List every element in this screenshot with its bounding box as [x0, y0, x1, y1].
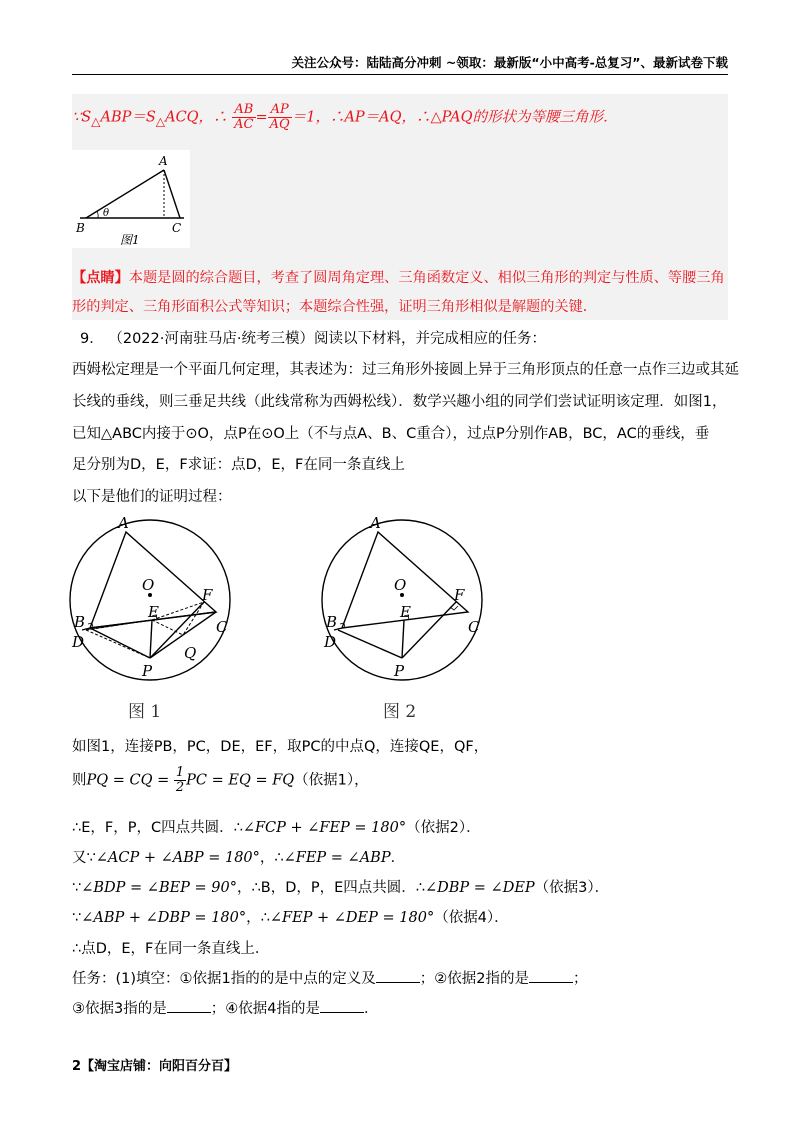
problem-paragraph-3: 已知△ABC内接于⊙O，点P在⊙O上（不与点A、B、C重合），过点P分别作AB，BC，AC的垂线，垂: [72, 426, 710, 442]
step6-a: ∵: [72, 910, 82, 926]
segment-pe-2: [402, 620, 404, 658]
segment-pe-1: [150, 620, 152, 658]
proof-step-6: [72, 906, 509, 927]
task-line-2: [72, 997, 378, 1018]
task2-c: ．: [363, 1001, 379, 1017]
header-account: 陆陆高分冲刺: [366, 55, 442, 70]
segment-pb-1: [90, 628, 150, 658]
header-suffix: ~领取：最新版“小中高考-总复习”、最新试卷下载: [441, 55, 728, 70]
fig1-label-c: C: [216, 618, 228, 636]
problem-paragraph-4: 足分别为D，E，F求证：点D，E，F在同一条直线上: [72, 457, 405, 473]
prev-sub-2: △: [155, 114, 166, 129]
page-footer: [72, 1055, 237, 1074]
fig1-label-a: A: [118, 514, 129, 532]
fig2-label-a: A: [370, 514, 381, 532]
blank-basis-3[interactable]: [167, 998, 211, 1013]
step2-frac-num: 1: [175, 765, 185, 780]
step4-b: ∠ACP + ∠ABP = 180°: [95, 850, 260, 866]
label-a: A: [159, 154, 168, 168]
step3-c: （依据2）．: [406, 820, 481, 836]
prev-sub-1: △: [91, 114, 101, 129]
segment-qe-1: [152, 620, 183, 635]
step3-b: ∠FCP + ∠FEP = 180°: [242, 820, 407, 836]
prev-text-a: ∵S: [72, 109, 92, 126]
step6-b: ∠ABP + ∠DBP = 180°: [81, 910, 247, 926]
fig1-label-f: F: [202, 586, 213, 604]
fig1-label-p: P: [142, 662, 153, 680]
step6-e: （依据4）．: [434, 910, 509, 926]
page-header: [72, 56, 728, 75]
page-number: 2: [72, 1059, 82, 1074]
step5-c: ，∴B，D，P，E四点共圆．∴: [237, 880, 425, 896]
task1-a: 任务：(1)填空：①依据1指的的是中点的定义及: [72, 971, 376, 987]
circle-figure-1: [68, 510, 248, 690]
comment-line-2: [72, 296, 597, 316]
problem-paragraph-2: 长线的垂线，则三垂足共线（此线常称为西姆松线）．数学兴趣小组的同学们尝试证明该定理．如图1，: [72, 394, 727, 410]
figure-2-caption: 图 2: [383, 702, 417, 722]
fig1-label-o: O: [142, 576, 155, 594]
figure-1-caption: 图 1: [128, 702, 162, 722]
proof-step-4: [72, 846, 405, 867]
task1-c: ；: [573, 971, 588, 987]
step4-c: ，∴: [259, 850, 284, 866]
frac1-den: AC: [234, 117, 254, 132]
proof-step-1: 如图1，连接PB，PC，DE，EF，取PC的中点Q，连接QE，QF，: [72, 739, 489, 755]
fig2-label-b: B: [326, 613, 338, 631]
prev-solution-line: [72, 103, 617, 132]
step6-c: ，∴: [246, 910, 270, 926]
segment-qf-1: [183, 602, 204, 635]
prev-text-d: ＝1，∴AP＝AQ，∴△PAQ的形状为等腰三角形．: [291, 109, 618, 126]
step2-basis: （依据1），: [294, 772, 369, 789]
problem-paragraph-5: 以下是他们的证明过程：: [72, 489, 232, 505]
label-b: B: [76, 221, 85, 235]
proof-step-5: [72, 876, 609, 897]
fig2-label-c: C: [468, 618, 480, 636]
segment-pd-2: [338, 630, 402, 658]
proof-conclusion: ∴点D，E，F在同一条直线上．: [72, 941, 270, 957]
problem-heading: [80, 327, 546, 348]
step4-d: ∠FEP = ∠ABP: [283, 850, 391, 866]
step2-fraction: [174, 766, 186, 795]
segment-de-faint-1: [86, 620, 152, 630]
prev-text-b: ABP＝S: [100, 109, 156, 126]
step4-e: ．: [390, 850, 406, 866]
circle-figure-2: [320, 510, 500, 690]
prev-fraction-2: [268, 103, 292, 132]
fig2-label-f: F: [454, 586, 465, 604]
blank-basis-2[interactable]: [529, 968, 573, 983]
step3-a: ∴E，F，P，C四点共圆．∴: [72, 820, 243, 836]
task2-a: ③依据3指的是: [72, 1001, 167, 1017]
task-line-1: [72, 967, 588, 988]
step2-prefix: 则: [72, 772, 87, 789]
problem-number: 9．: [80, 331, 104, 347]
problem-paragraph-1: 西姆松定理是一个平面几何定理，其表述为：过三角形外接圆上异于三角形顶点的任意一点作三边或其延: [72, 362, 739, 378]
step5-e: （依据3）．: [534, 880, 610, 896]
prev-text-c: ACQ，∴: [165, 109, 228, 126]
step4-a: 又∵: [72, 850, 96, 866]
figure-caption-small: 图1: [120, 233, 140, 247]
fig2-label-o: O: [394, 576, 407, 594]
frac2-den: AQ: [269, 117, 290, 132]
step5-a: ∵: [72, 880, 82, 896]
comment-tag: 【点睛】: [72, 270, 129, 286]
fig1-label-d: D: [72, 633, 85, 651]
task1-b: ；②依据2指的是: [419, 971, 529, 987]
label-c: C: [172, 221, 182, 235]
problem-intro: 阅读以下材料，并完成相应的任务：: [313, 331, 546, 347]
prev-fraction-1: [232, 103, 255, 132]
label-theta: θ: [103, 208, 110, 219]
comment-text-2: 形的判定、三角形面积公式等知识；本题综合性强，证明三角形相似是解题的关键．: [72, 299, 597, 315]
prev-eq: =: [255, 109, 268, 126]
triangle-figure-small: [72, 150, 190, 248]
footer-shop: 【淘宝店铺：向阳百分百】: [81, 1059, 238, 1074]
problem-source: （2022·河南驻马店·统考三模）: [108, 331, 314, 347]
blank-basis-4[interactable]: [320, 998, 364, 1013]
step5-b: ∠BDP = ∠BEP = 90°: [81, 880, 238, 896]
blank-basis-1[interactable]: [376, 968, 420, 983]
step2-frac-den: 2: [175, 780, 185, 795]
fig2-label-e: E: [400, 603, 411, 621]
fig1-label-q: Q: [184, 644, 197, 662]
comment-text-1: 本题是圆的综合题目，考查了圆周角定理、三角函数定义、相似三角形的判定与性质、等腰三角: [128, 270, 725, 286]
fig2-label-p: P: [394, 662, 405, 680]
task2-b: ；④依据4指的是: [210, 1001, 320, 1017]
fig1-label-e: E: [148, 603, 159, 621]
comment-line-1: [72, 267, 725, 287]
header-prefix: 关注公众号：: [291, 55, 367, 70]
fig1-label-b: B: [74, 613, 86, 631]
frac2-num: AP: [268, 103, 292, 118]
step2-eq-b: PC = EQ = FQ: [186, 772, 295, 789]
proof-step-3: [72, 816, 481, 837]
step2-eq-a: PQ = CQ =: [86, 772, 174, 789]
step5-d: ∠DBP = ∠DEP: [424, 880, 535, 896]
proof-step-2: [72, 766, 369, 795]
fig2-label-d: D: [324, 633, 337, 651]
frac1-num: AB: [232, 103, 255, 118]
step6-d: ∠FEP + ∠DEP = 180°: [269, 910, 435, 926]
